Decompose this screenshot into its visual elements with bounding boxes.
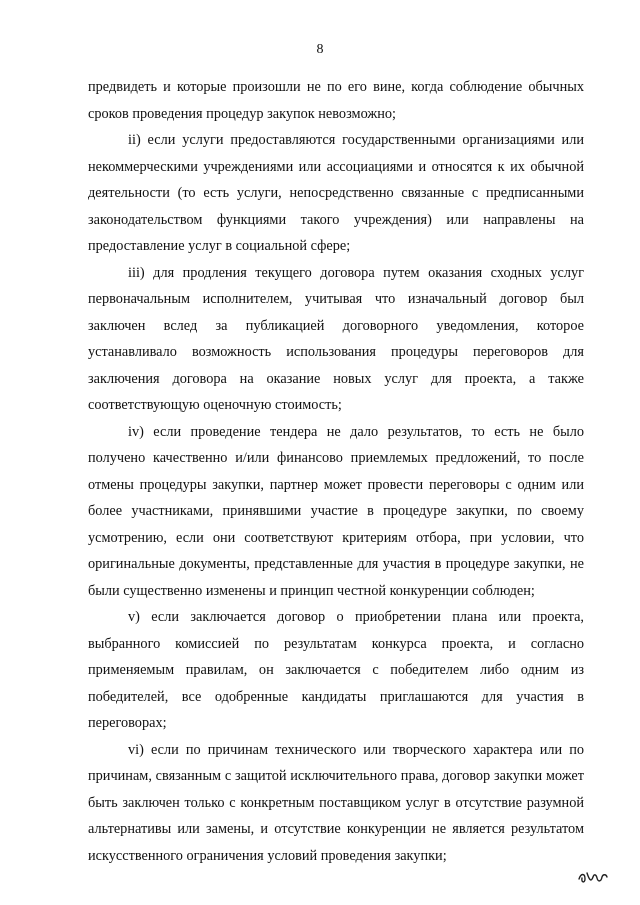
paragraph-item-vi: vi) если по причинам технического или творческого характера или по причинам, связанным с защитой исключительного права, договор закупки может быть заключен только с конкретным поставщиком услуг в отсутствие разумной альтернативы или замены, и отсутствие конкуренции не является результатом искусственного ограничения условий проведения закупки;	[88, 741, 584, 864]
document-body	[88, 74, 584, 869]
paragraph-continuation: предвидеть и которые произошли не по его вине, когда соблюдение обычных сроков проведения процедур закупок невозможно;	[88, 79, 584, 122]
paragraph-item-iv: iv) если проведение тендера не дало результатов, то есть не было получено качественно и/или финансово приемлемых предложений, то после отмены процедуры закупки, партнер может провести переговоры с одним или более участниками, принявшими участие в процедуре закупки, по своему усмотрению, если они соответствуют критериям отбора, при условии, что оригинальные документы, представленные для участия в процедуре закупки, не были существенно изменены и принцип честной конкуренции соблюден;	[88, 423, 584, 599]
paragraph-item-v: v) если заключается договор о приобретении плана или проекта, выбранного комиссией по результатам конкурса проекта, и согласно применяемым правилам, он заключается с победителем либо одним из победителей, все одобренные кандидаты приглашаются для участия в переговорах;	[88, 609, 584, 731]
handwritten-initials-icon	[575, 865, 615, 889]
paragraph-item-ii: ii) если услуги предоставляются государственными организациями или некоммерческими учреждениями или ассоциациями и относятся к их обычной деятельности (то есть услуги, непосредственно связанные с предписанными законодательством функциями такого учреждения) или направлены на предоставление услуг в социальной сфере;	[88, 132, 584, 254]
paragraph-item-iii: iii) для продления текущего договора путем оказания сходных услуг первоначальным исполнителем, учитывая что изначальный договор был заключен вслед за публикацией договорного уведомления, которое устанавливало возможность использования процедуры переговоров для заключения договора на оказание новых услуг для проекта, а также соответствующую оценочную стоимость;	[88, 264, 584, 413]
page-number: 8	[316, 42, 324, 57]
